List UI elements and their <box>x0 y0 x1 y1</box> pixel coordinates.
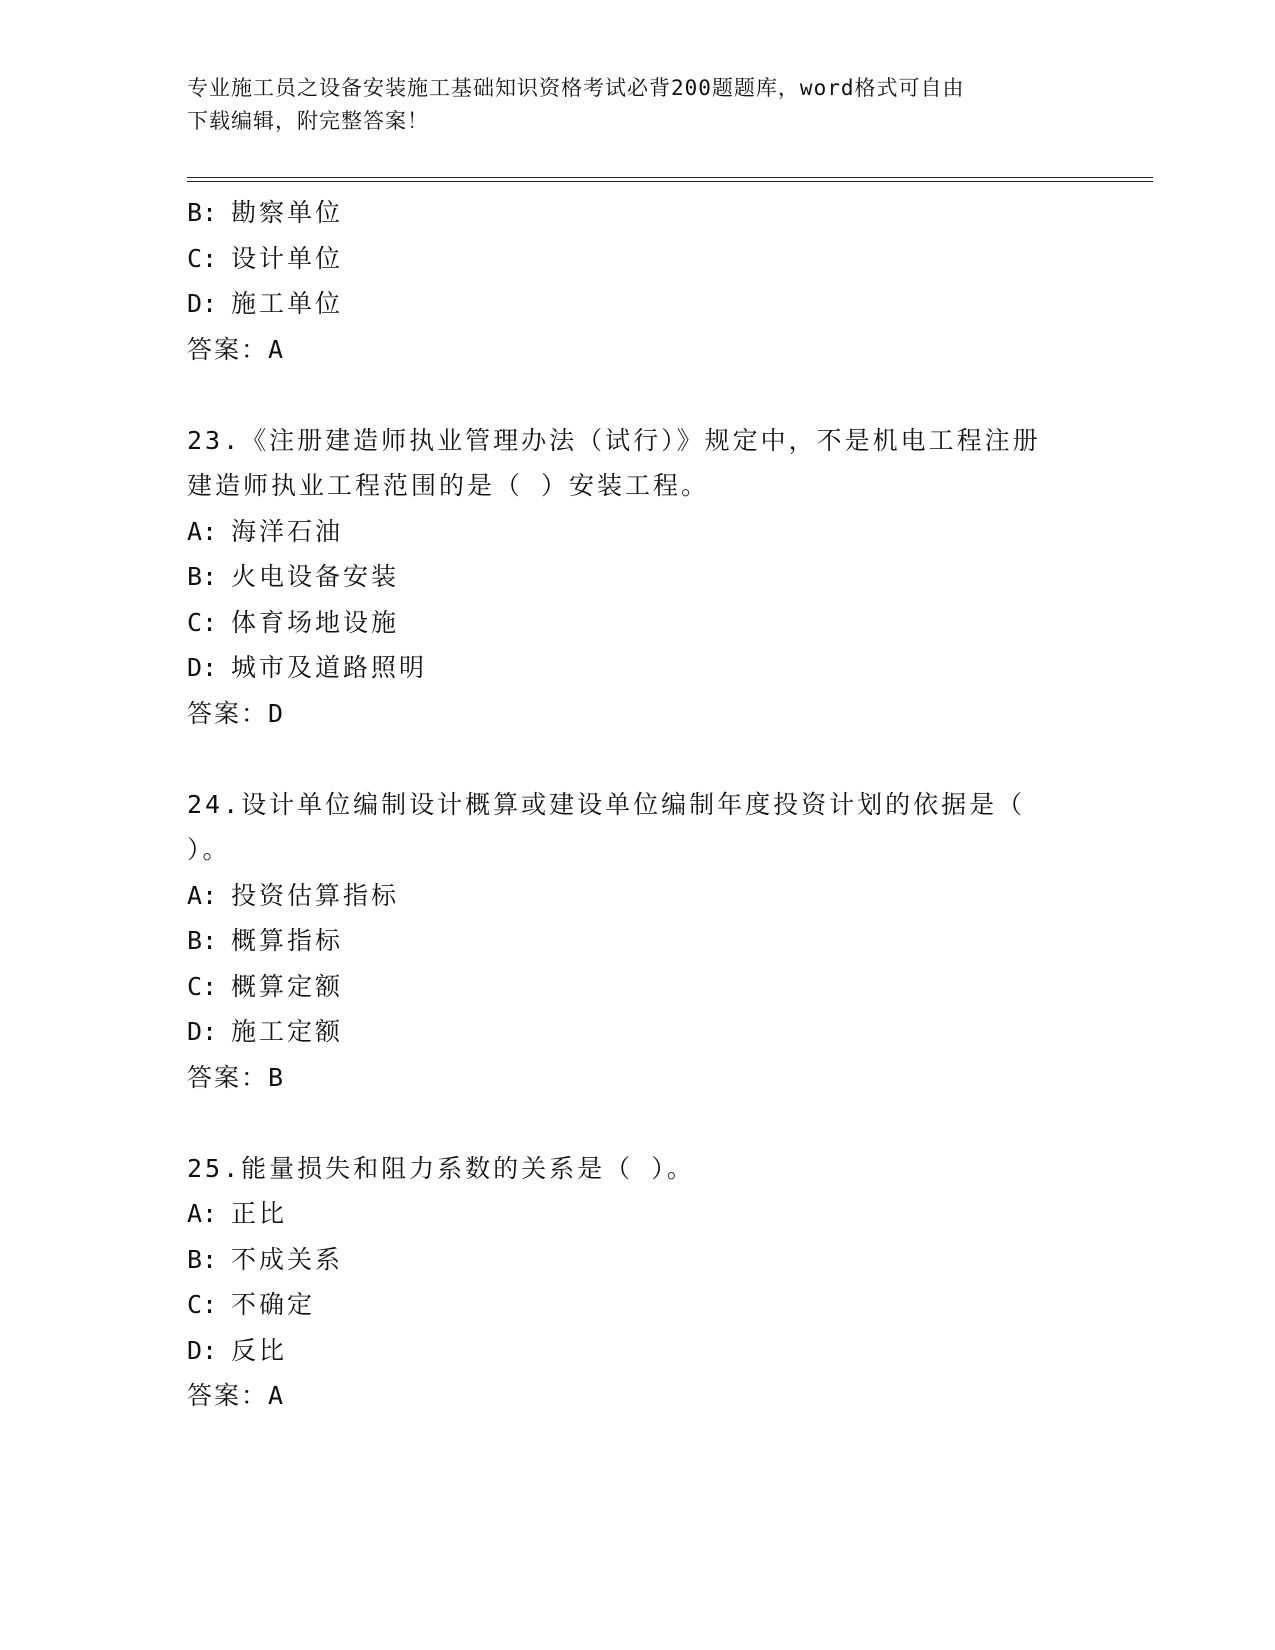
question-stem-line: 建造师执业工程范围的是（ ）安装工程。 <box>187 471 710 500</box>
option-c: C: 体育场地设施 <box>187 607 400 637</box>
option-c: C: 不确定 <box>187 1290 316 1319</box>
header-line-2: 下载编辑，附完整答案！ <box>187 109 429 133</box>
question-24 <box>187 782 1087 1101</box>
option-c: C: 概算定额 <box>187 971 344 1001</box>
question-stem-line: ）。 <box>187 835 231 864</box>
question-prev <box>187 190 1087 372</box>
option-a: A: 正比 <box>187 1199 288 1228</box>
option-b: B: 勘察单位 <box>187 198 344 227</box>
spacer <box>187 736 1087 782</box>
question-stem-line: 25.能量损失和阻力系数的关系是（ ）。 <box>187 1153 695 1183</box>
option-b: B: 不成关系 <box>187 1244 344 1274</box>
answer-line: 答案：A <box>187 334 284 364</box>
answer-line: 答案：A <box>187 1381 284 1410</box>
option-d: D: 施工单位 <box>187 289 344 318</box>
spacer <box>187 1100 1087 1146</box>
header-line-1: 专业施工员之设备安装施工基础知识资格考试必背200题题库，word格式可自由 <box>187 76 965 100</box>
option-a: A: 海洋石油 <box>187 516 344 546</box>
option-b: B: 火电设备安装 <box>187 562 400 591</box>
question-25 <box>187 1146 1087 1419</box>
spacer <box>187 372 1087 418</box>
answer-line: 答案：D <box>187 698 284 728</box>
header-divider <box>187 177 1153 182</box>
option-d: D: 城市及道路照明 <box>187 653 428 682</box>
option-d: D: 反比 <box>187 1335 288 1365</box>
question-stem-line: 24.设计单位编制设计概算或建设单位编制年度投资计划的依据是（ <box>187 789 1026 819</box>
document-header <box>187 72 1087 138</box>
option-a: A: 投资估算指标 <box>187 880 400 910</box>
option-c: C: 设计单位 <box>187 243 344 273</box>
question-stem-line: 23.《注册建造师执业管理办法（试行）》规定中，不是机电工程注册 <box>187 425 1041 455</box>
answer-line: 答案：B <box>187 1062 284 1092</box>
option-b: B: 概算指标 <box>187 926 344 955</box>
option-d: D: 施工定额 <box>187 1017 344 1046</box>
question-23 <box>187 418 1087 737</box>
question-list <box>187 190 1087 1419</box>
